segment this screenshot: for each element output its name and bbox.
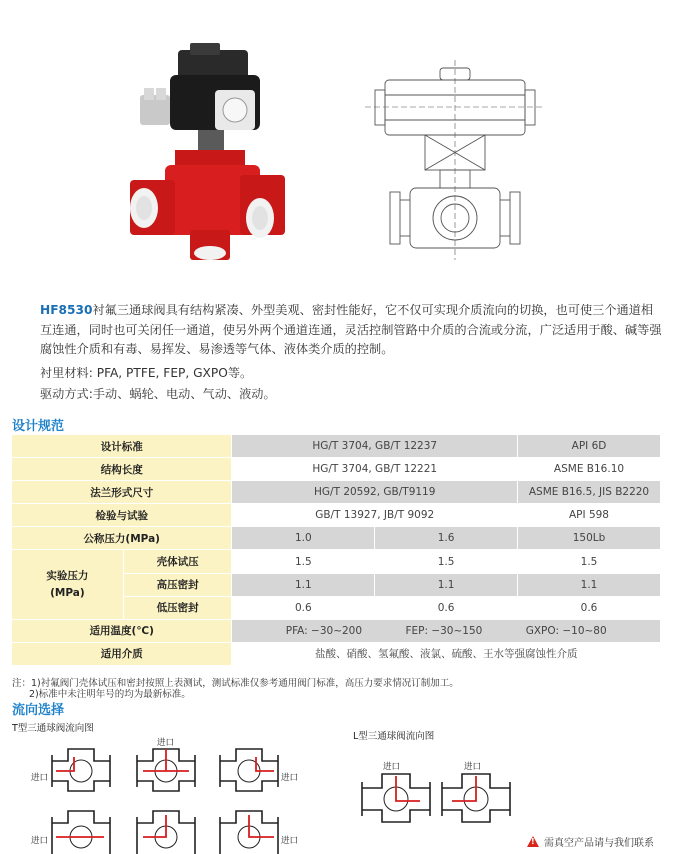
table-row [12, 458, 661, 481]
test-pressure-label [12, 550, 124, 619]
temperature-label: 适用温度(℃) [12, 619, 232, 642]
inspection-gb: GB/T 13927, JB/T 9092 [232, 504, 518, 527]
contact-note [527, 834, 654, 849]
high-v3: 1.1 [518, 573, 661, 596]
low-v3: 0.6 [518, 596, 661, 619]
high-v2: 1.1 [375, 573, 518, 596]
high-v1: 1.1 [232, 573, 375, 596]
temp-pfa: PFA: −30~200 [285, 624, 363, 637]
inlet-label: 进口 [281, 836, 299, 846]
temp-fep: FEP: −30~150 [405, 624, 483, 637]
length-label: 结构长度 [12, 458, 232, 481]
valve-product-photo [120, 40, 290, 265]
table-row [12, 435, 661, 458]
test-pressure-label-1: 实验压力 [46, 569, 89, 582]
table-row [12, 642, 661, 665]
flange-label: 法兰形式尺寸 [12, 481, 232, 504]
pressure-v3: 150Lb [518, 527, 661, 550]
inlet-label: 进口 [157, 738, 175, 748]
pressure-v2: 1.6 [375, 527, 518, 550]
note-1: 注：1)衬氟阀门壳体试压和密封按照上表测试，测试标准仅参考通用阀门标准，高压力要求情况订制加工。 [12, 678, 459, 689]
inlet-label: 进口 [31, 836, 49, 846]
test-pressure-label-2: (MPa) [50, 586, 85, 599]
shell-v1: 1.5 [232, 550, 375, 573]
media-label: 适用介质 [12, 642, 232, 665]
low-v1: 0.6 [232, 596, 375, 619]
design-std-api: API 6D [518, 435, 661, 458]
length-api: ASME B16.10 [518, 458, 661, 481]
l-flow-diagram-1 [360, 770, 432, 825]
t-flow-diagram-6 [218, 807, 280, 854]
lining-material: 衬里材料: PFA, PTFE, FEP, GXPO等。 [40, 366, 253, 380]
high-seal-label: 高压密封 [123, 573, 232, 596]
table-row [12, 504, 661, 527]
l-flow-diagram-2 [440, 770, 512, 825]
l-type-caption: L型三通球阀流向图 [353, 731, 435, 742]
inlet-label: 进口 [281, 773, 299, 783]
temperature-values [232, 619, 661, 642]
inspection-label: 检验与试验 [12, 504, 232, 527]
pressure-label: 公称压力(MPa) [12, 527, 232, 550]
table-notes [12, 678, 459, 700]
t-flow-diagram-2 [135, 745, 197, 795]
note-2: 2)标准中未注明年号的均为最新标准。 [29, 689, 191, 700]
t-flow-diagram-4 [50, 807, 112, 854]
model-number: HF8530 [40, 303, 93, 317]
flange-api: ASME B16.5, JIS B2220 [518, 481, 661, 504]
temp-gxpo: GXPO: −10~80 [525, 624, 607, 637]
shell-v2: 1.5 [375, 550, 518, 573]
low-seal-label: 低压密封 [123, 596, 232, 619]
contact-text: 需真空产品请与我们联系 [544, 838, 654, 849]
t-flow-diagram-1 [50, 745, 112, 795]
inlet-label: 进口 [464, 762, 482, 772]
table-row [12, 619, 661, 642]
intro-text: 衬氟三通球阀具有结构紧凑、外型美观、密封性能好，它不仅可实现介质流向的切换，也可使三个通道相互连通，同时也可关闭任一通道，使另外两个通道连通，灵活控制管路中介质的合流或分流，广泛适用于酸、碱等强腐蚀性介质和有毒、易挥发、易渗透等气体、液体类介质的控制。 [40, 303, 662, 356]
table-row [12, 527, 661, 550]
inlet-label: 进口 [31, 773, 49, 783]
flange-gb: HG/T 20592, GB/T9119 [232, 481, 518, 504]
design-std-label: 设计标准 [12, 435, 232, 458]
t-type-caption: T型三通球阀流向图 [12, 723, 94, 734]
design-spec-table [11, 434, 661, 666]
inspection-api: API 598 [518, 504, 661, 527]
length-gb: HG/T 3704, GB/T 12221 [232, 458, 518, 481]
t-flow-diagram-5 [135, 807, 197, 854]
media-value: 盐酸、硝酸、氢氟酸、液氯、硫酸、王水等强腐蚀性介质 [232, 642, 661, 665]
drive-mode: 驱动方式:手动、蜗轮、电动、气动、液动。 [40, 387, 276, 401]
table-row [12, 481, 661, 504]
design-std-gb: HG/T 3704, GB/T 12237 [232, 435, 518, 458]
low-v2: 0.6 [375, 596, 518, 619]
design-spec-title: 设计规范 [12, 419, 65, 434]
product-intro [40, 301, 662, 360]
valve-technical-drawing [365, 60, 545, 260]
shell-v3: 1.5 [518, 550, 661, 573]
shell-test-label: 壳体试压 [123, 550, 232, 573]
inlet-label: 进口 [383, 762, 401, 772]
pressure-v1: 1.0 [232, 527, 375, 550]
t-flow-diagram-3 [218, 745, 280, 795]
flow-title: 流向选择 [12, 703, 65, 718]
warning-icon [527, 836, 539, 847]
table-row [12, 550, 661, 573]
